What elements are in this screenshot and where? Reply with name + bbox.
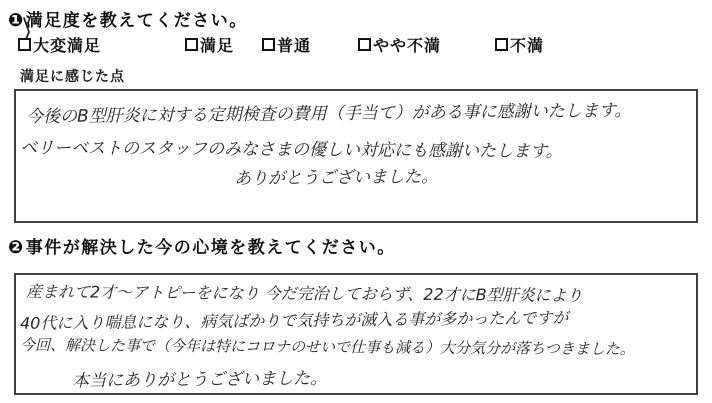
checkbox-dissatisfied[interactable] <box>495 38 508 51</box>
question-2-title-text: 事件が解決した今の心境を教えてください。 <box>25 238 396 257</box>
handwritten-line: 40代に入り喘息になり、病気ばかりで気持ちが滅入る事が多かったんですが <box>19 308 569 333</box>
checkbox-neutral[interactable] <box>262 38 275 51</box>
option-neutral-label: 普通 <box>277 38 312 55</box>
question-1-number-icon: ❶ <box>8 10 25 30</box>
option-dissatisfied <box>495 33 544 56</box>
option-very-satisfied-label: 大変満足 <box>33 38 102 55</box>
option-dissatisfied-label: 不満 <box>510 38 545 55</box>
question-1-title-text: 満足度を教えてください。 <box>25 11 248 30</box>
option-satisfied <box>185 33 234 56</box>
handwritten-line: ベリーベストのスタッフのみなさまの優しい対応にも感謝いたします。 <box>19 138 563 162</box>
handwritten-line: 今後のB型肝炎に対する定期検査の費用（手当て）がある事に感謝いたします。 <box>25 100 632 128</box>
checkbox-very-satisfied[interactable] <box>18 38 31 51</box>
option-very-satisfied <box>18 33 101 56</box>
question-2-number-icon: ❷ <box>8 237 25 257</box>
checkbox-somewhat-dissatisfied[interactable] <box>358 38 371 51</box>
checkbox-satisfied[interactable] <box>185 38 198 51</box>
option-neutral <box>262 33 311 56</box>
handwritten-line: 本当にありがとうございました。 <box>71 368 328 392</box>
question-1-title <box>8 6 248 31</box>
satisfied-points-label: 満足に感じた点 <box>20 68 125 84</box>
option-satisfied-label: 満足 <box>200 38 235 55</box>
option-somewhat-dissatisfied <box>358 33 441 56</box>
handwritten-line: 今回、解決した事で（今年は特にコロナのせいで仕事も減る）大分気分が落ちつきました。 <box>19 335 635 359</box>
handwritten-line: 産まれて2才〜アトピーをになり 今だ完治しておらず、22才にB型肝炎により <box>25 282 583 305</box>
question-2-title <box>8 233 396 258</box>
q2-comment-box <box>14 273 698 395</box>
q1-comment-box <box>14 89 698 223</box>
option-somewhat-dissatisfied-label: やや不満 <box>373 38 442 55</box>
handwritten-line: ありがとうございました。 <box>233 166 439 190</box>
